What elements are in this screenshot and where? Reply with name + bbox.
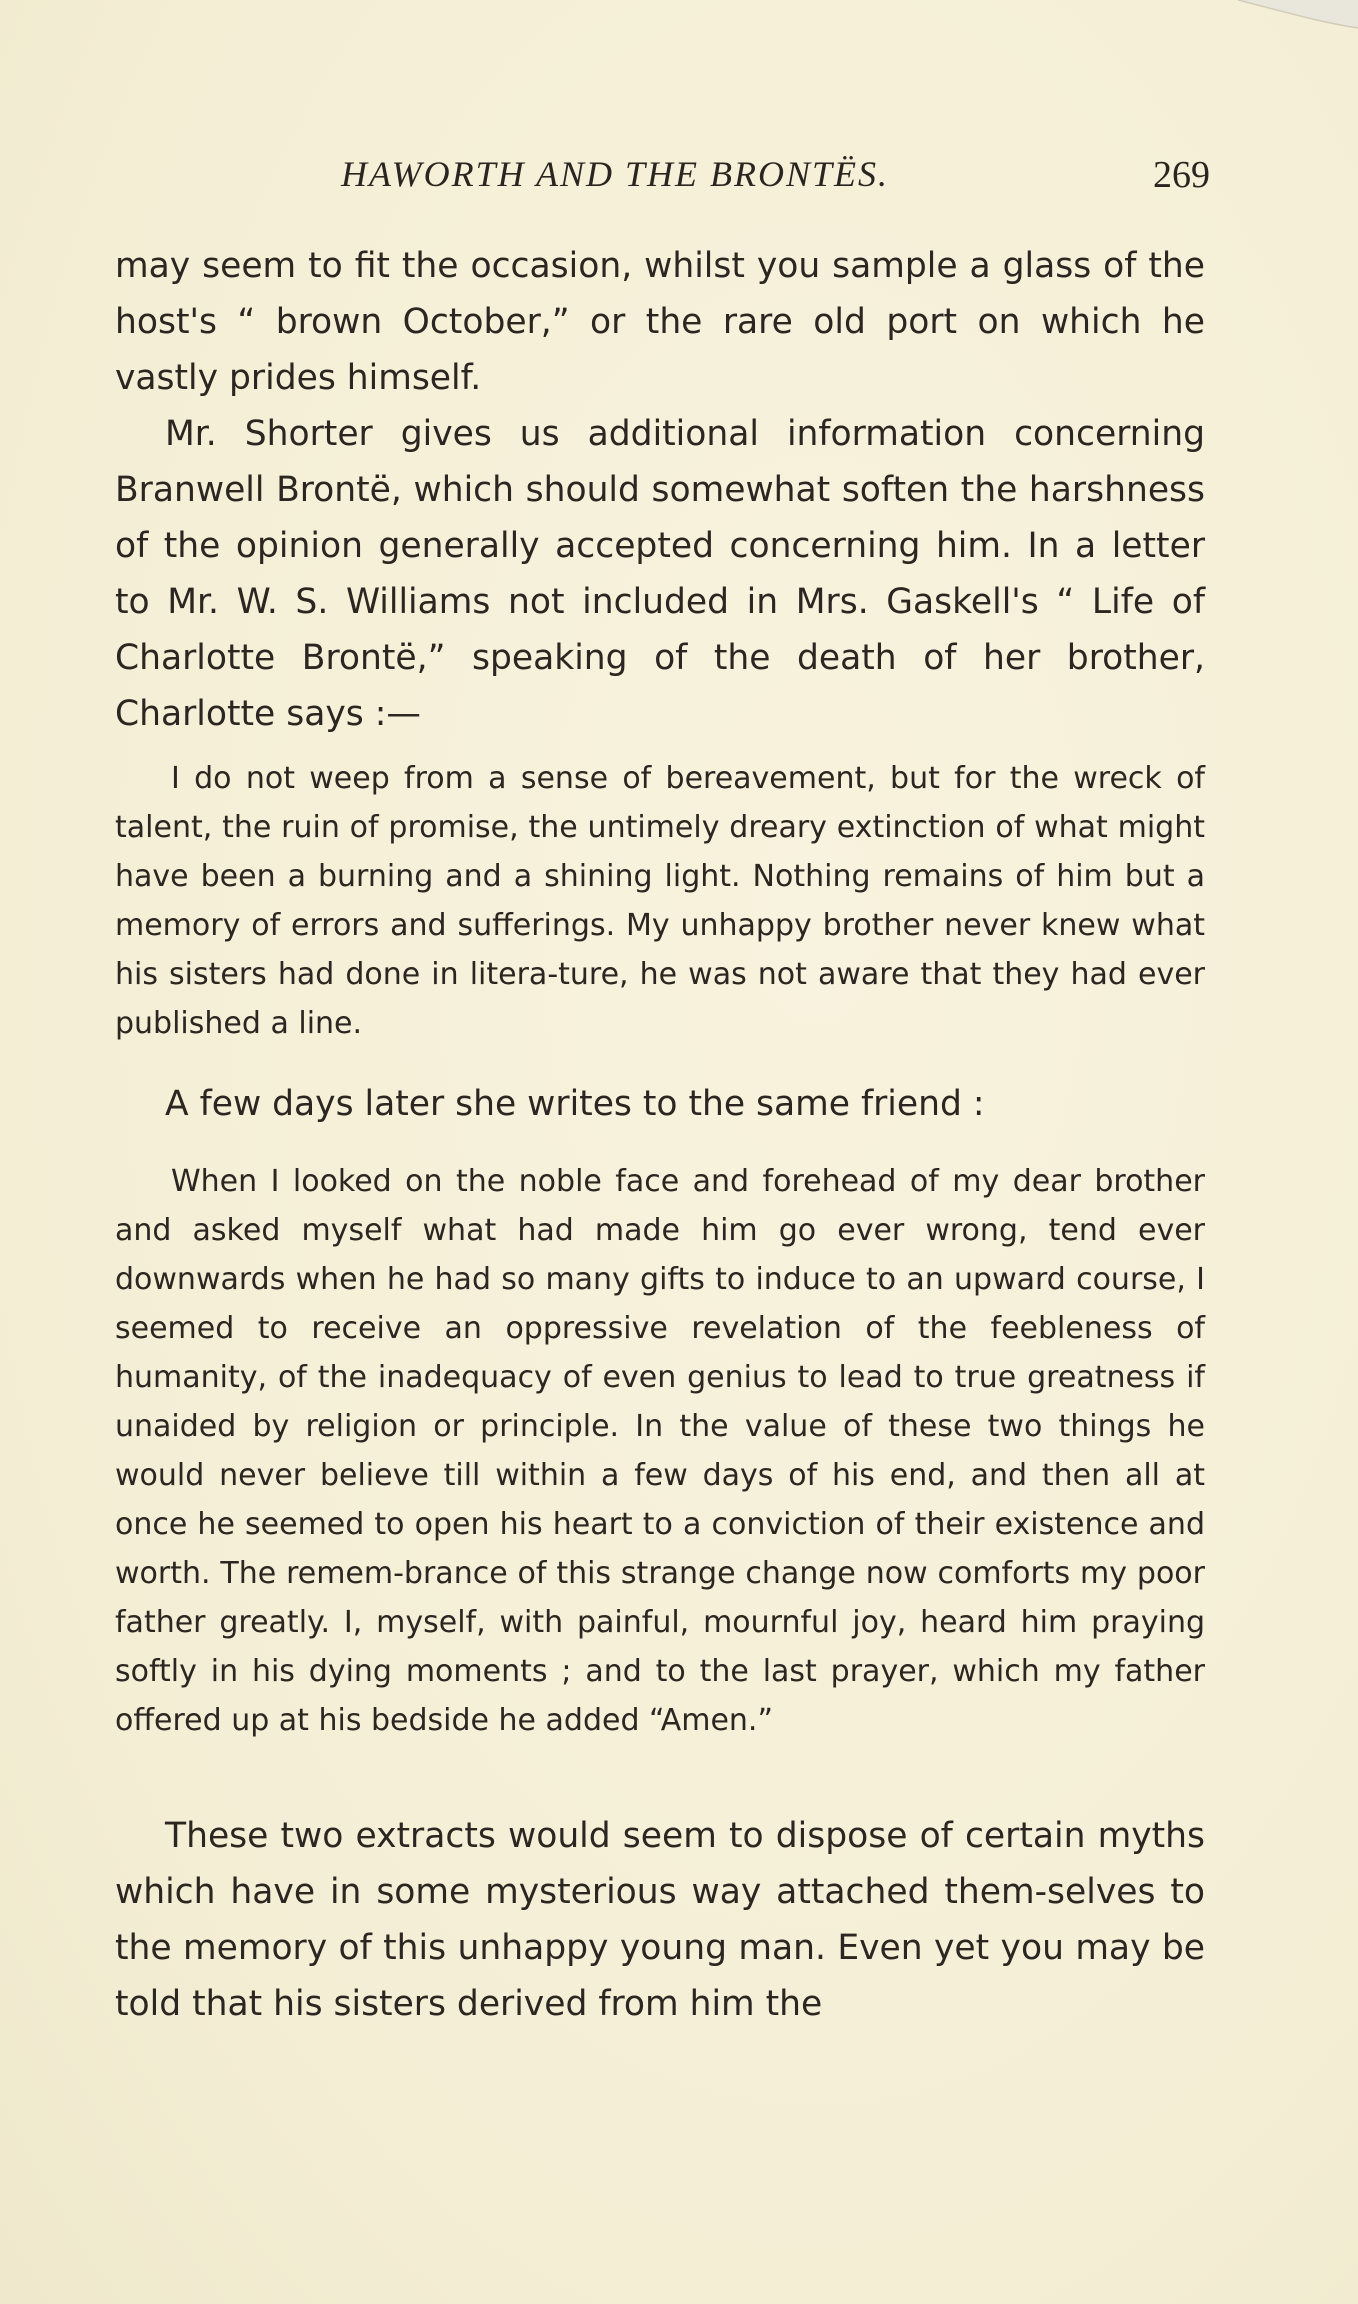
page-number: 269 bbox=[1153, 154, 1210, 196]
running-head bbox=[115, 153, 1210, 203]
running-head-title: HAWORTH AND THE BRONTËS. bbox=[341, 154, 890, 194]
paragraph-continuation: may seem to fit the occasion, whilst you sample a glass of the host's “ brown October,” or the rare old port on which he vastly prides himself. bbox=[115, 246, 1205, 398]
paragraph-few-days-later: A few days later she writes to the same friend : bbox=[165, 1084, 985, 1124]
paragraph-shorter-information: Mr. Shorter gives us additional information concerning Branwell Brontë, which should somewhat soften the harshness of the opinion generally accepted concerning him. In a letter to Mr. W. S. Williams not included in Mrs. Gaskell's “ Life of Charlotte Brontë,” speaking of the death of her brother, Charlotte says :— bbox=[115, 414, 1205, 734]
block-quote-letter-williams: I do not weep from a sense of bereavement, but for the wreck of talent, the ruin of promise, the untimely dreary extinction of what might have been a burning and a shining light. Nothing remains of him but a memory of errors and sufferings. My unhappy brother never knew what his sisters had done in litera-ture, he was not aware that they had ever published a line. bbox=[115, 761, 1205, 1041]
block-quote-brother-face: When I looked on the noble face and forehead of my dear brother and asked myself what had made him go ever wrong, tend ever downwards when he had so many gifts to induce to an upward course, I seemed to receive an oppressive revelation of the feebleness of humanity, of the inadequacy of even genius to lead to true greatness if unaided by religion or principle. In the value of these two things he would never believe till within a few days of his end, and then all at once he seemed to open his heart to a conviction of their existence and worth. The remem-brance of this strange change now comforts my poor father greatly. I, myself, with painful, mournful joy, heard him praying softly in his dying moments ; and to the last prayer, which my father offered up at his bedside he added “Amen.” bbox=[115, 1164, 1205, 1738]
paragraph-two-extracts: These two extracts would seem to dispose of certain myths which have in some mysterious way attached them-selves to the memory of this unhappy young man. Even yet you may be told that his sisters derived from him the bbox=[115, 1816, 1205, 2024]
page-corner-curl bbox=[1198, 0, 1358, 60]
